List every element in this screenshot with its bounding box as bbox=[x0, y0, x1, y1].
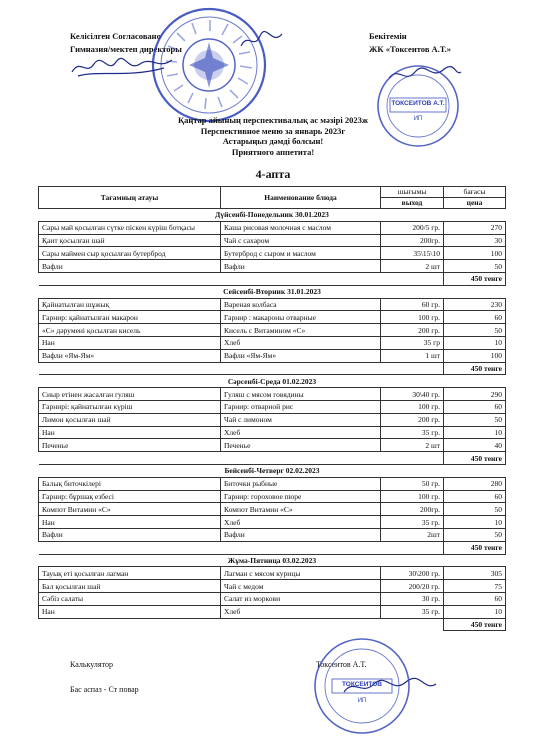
dish-name-ru: Салат из моркови bbox=[221, 592, 381, 605]
dish-price: 100 bbox=[444, 247, 506, 260]
col-header-out-kz: шығымы bbox=[381, 187, 444, 198]
approver-name: ЖК «Токсеитов А.Т.» bbox=[369, 44, 451, 54]
table-row bbox=[39, 234, 506, 247]
dish-yield: 200/20 гр. bbox=[381, 580, 444, 593]
dish-price: 60 bbox=[444, 490, 506, 503]
dish-yield: 200/5 гр. bbox=[381, 221, 444, 234]
total-spacer bbox=[39, 541, 444, 554]
table-row bbox=[39, 298, 506, 311]
calculator-name: Токсеитов А.Т. bbox=[316, 660, 367, 669]
wish-kz: Астарыңыз дәмді болсын! bbox=[222, 136, 324, 146]
dish-price: 30 bbox=[444, 234, 506, 247]
approval-label: Келісілген Согласовано bbox=[70, 31, 161, 41]
dish-yield: 35 гр bbox=[381, 336, 444, 349]
dish-name-ru: Каша рисовая молочная с маслом bbox=[221, 221, 381, 234]
day-total-row bbox=[39, 272, 506, 285]
col-header-ru: Наименование блюда bbox=[221, 187, 381, 209]
day-title: Дүйсенбі-Понедельник 30.01.2023 bbox=[39, 209, 506, 222]
dish-name-ru: Бутерброд с сыром и маслом bbox=[221, 247, 381, 260]
approval-block-right bbox=[369, 30, 451, 56]
table-row bbox=[39, 260, 506, 273]
day-total-row bbox=[39, 452, 506, 465]
dish-name-kz: Нан bbox=[39, 426, 221, 439]
dish-name-ru: Лагман с мясом курицы bbox=[221, 567, 381, 580]
dish-price: 50 bbox=[444, 528, 506, 541]
week-number: 4-апта bbox=[255, 167, 291, 181]
dish-price: 10 bbox=[444, 336, 506, 349]
dish-price: 40 bbox=[444, 439, 506, 452]
day-header-row bbox=[39, 464, 506, 477]
dish-name-ru: Вафли bbox=[221, 260, 381, 273]
total-spacer bbox=[39, 618, 444, 631]
dish-name-ru: Хлеб bbox=[221, 516, 381, 529]
dish-name-ru: Компот Витамин «С» bbox=[221, 503, 381, 516]
dish-name-ru: Чай с сахаром bbox=[221, 234, 381, 247]
dish-name-kz: Балық биточкілері bbox=[39, 477, 221, 490]
dish-name-kz: Сары май қосылған сүтке піскен күріш ботқасы bbox=[39, 221, 221, 234]
day-title: Бейсенбі-Четверг 02.02.2023 bbox=[39, 464, 506, 477]
day-total-price: 450 тенге bbox=[444, 452, 506, 465]
dish-price: 50 bbox=[444, 324, 506, 337]
dish-name-kz: Бал қосылған шай bbox=[39, 580, 221, 593]
table-row bbox=[39, 592, 506, 605]
director-signature bbox=[68, 52, 178, 82]
footer-stamp-name: ТОКСЕИТОВ bbox=[341, 681, 382, 688]
dish-yield: 50 гр. bbox=[381, 477, 444, 490]
table-row bbox=[39, 439, 506, 452]
table-row bbox=[39, 324, 506, 337]
dish-price: 10 bbox=[444, 426, 506, 439]
dish-name-kz: Қайнатылған шұжық bbox=[39, 298, 221, 311]
table-row bbox=[39, 221, 506, 234]
dish-name-ru: Вафли «Ям-Ям» bbox=[221, 349, 381, 362]
dish-yield: 100 гр. bbox=[381, 490, 444, 503]
dish-name-kz: Гарнир: бұршақ езбесі bbox=[39, 490, 221, 503]
total-spacer bbox=[39, 272, 444, 285]
table-row bbox=[39, 400, 506, 413]
dish-name-kz: Нан bbox=[39, 516, 221, 529]
col-header-price-kz: бағасы bbox=[444, 187, 506, 198]
dish-name-ru: Гарнир: гороховое пюре bbox=[221, 490, 381, 503]
day-title: Сәрсенбі-Среда 01.02.2023 bbox=[39, 375, 506, 388]
dish-price: 60 bbox=[444, 400, 506, 413]
dish-name-kz: Нан bbox=[39, 605, 221, 618]
dish-price: 290 bbox=[444, 388, 506, 401]
table-header-row-1 bbox=[39, 187, 506, 198]
table-row bbox=[39, 311, 506, 324]
dish-yield: 200гр. bbox=[381, 503, 444, 516]
dish-yield: 100 гр. bbox=[381, 311, 444, 324]
day-total-price: 450 тенге bbox=[444, 362, 506, 375]
day-total-row bbox=[39, 618, 506, 631]
dish-name-ru: Вареная колбаса bbox=[221, 298, 381, 311]
day-total-row bbox=[39, 362, 506, 375]
calculator-label: Калькулятор bbox=[70, 660, 113, 669]
day-header-row bbox=[39, 375, 506, 388]
stamp-ip-text: ИП bbox=[413, 116, 423, 122]
dish-price: 10 bbox=[444, 516, 506, 529]
dish-yield: 2 шт bbox=[381, 260, 444, 273]
dish-yield: 35 гр. bbox=[381, 516, 444, 529]
dish-name-ru: Гуляш с мясом говядины bbox=[221, 388, 381, 401]
dish-yield: 100 гр. bbox=[381, 400, 444, 413]
chief-cook-label: Бас аспаз - Ст повар bbox=[70, 685, 139, 694]
dish-price: 50 bbox=[444, 260, 506, 273]
dish-yield: 30 гр. bbox=[381, 592, 444, 605]
table-row bbox=[39, 388, 506, 401]
dish-price: 280 bbox=[444, 477, 506, 490]
dish-name-kz: «С» дәруменi қосылған кисель bbox=[39, 324, 221, 337]
dish-name-ru: Чай с лимоном bbox=[221, 413, 381, 426]
table-row bbox=[39, 580, 506, 593]
dish-name-ru: Гарнир: отварной рис bbox=[221, 400, 381, 413]
dish-name-ru: Кисель с Витамином «С» bbox=[221, 324, 381, 337]
stamp-name-text: ТОКСЕИТОВ А.Т. bbox=[391, 100, 445, 107]
dish-name-kz: Сары маймен сыр қосылған бутерброд bbox=[39, 247, 221, 260]
table-row bbox=[39, 336, 506, 349]
dish-price: 60 bbox=[444, 592, 506, 605]
dish-name-ru: Хлеб bbox=[221, 336, 381, 349]
dish-yield: 30\40 гр. bbox=[381, 388, 444, 401]
dish-yield: 2 шт bbox=[381, 439, 444, 452]
table-row bbox=[39, 349, 506, 362]
day-header-row bbox=[39, 209, 506, 222]
dish-yield: 2шт bbox=[381, 528, 444, 541]
day-total-row bbox=[39, 541, 506, 554]
dish-yield: 35 гр. bbox=[381, 426, 444, 439]
dish-yield: 1 шт bbox=[381, 349, 444, 362]
dish-price: 50 bbox=[444, 503, 506, 516]
day-total-price: 450 тенге bbox=[444, 272, 506, 285]
table-row bbox=[39, 567, 506, 580]
dish-yield: 200гр. bbox=[381, 234, 444, 247]
dish-yield: 35 гр. bbox=[381, 605, 444, 618]
dish-name-kz: Гарнирі: қайнатылған күріш bbox=[39, 400, 221, 413]
dish-price: 10 bbox=[444, 605, 506, 618]
dish-price: 270 bbox=[444, 221, 506, 234]
title-ru: Перспективное меню за январь 2023г bbox=[200, 125, 346, 136]
dish-name-ru: Хлеб bbox=[221, 605, 381, 618]
day-header-row bbox=[39, 285, 506, 298]
dish-name-ru: Хлеб bbox=[221, 426, 381, 439]
dish-name-kz: Қант қосылған шай bbox=[39, 234, 221, 247]
approval-role: Гимназия/мектеп директоры bbox=[70, 44, 182, 54]
menu-table bbox=[38, 186, 506, 631]
dish-price: 305 bbox=[444, 567, 506, 580]
dish-name-kz: Компот Витамин «С» bbox=[39, 503, 221, 516]
table-row bbox=[39, 426, 506, 439]
dish-price: 60 bbox=[444, 311, 506, 324]
director-signature-2 bbox=[238, 28, 286, 54]
dish-name-ru: Чай с медом bbox=[221, 580, 381, 593]
dish-yield: 200 гр. bbox=[381, 413, 444, 426]
day-header-row bbox=[39, 554, 506, 567]
dish-name-ru: Печенье bbox=[221, 439, 381, 452]
dish-price: 50 bbox=[444, 413, 506, 426]
table-row bbox=[39, 605, 506, 618]
dish-yield: 30\200 гр. bbox=[381, 567, 444, 580]
dish-name-kz: Вафли bbox=[39, 260, 221, 273]
col-header-kz: Тағамның атауы bbox=[39, 187, 221, 209]
approved-label: Бекітемін bbox=[369, 31, 407, 41]
dish-yield: 35\15\10 bbox=[381, 247, 444, 260]
table-row bbox=[39, 528, 506, 541]
dish-name-kz: Сәбіз салаты bbox=[39, 592, 221, 605]
dish-name-kz: Гарнир: қайнатылған макарон bbox=[39, 311, 221, 324]
dish-price: 100 bbox=[444, 349, 506, 362]
total-spacer bbox=[39, 362, 444, 375]
dish-name-kz: Сиыр етінен жасалған гуляш bbox=[39, 388, 221, 401]
table-row bbox=[39, 490, 506, 503]
dish-name-ru: Вафли bbox=[221, 528, 381, 541]
table-row bbox=[39, 413, 506, 426]
total-spacer bbox=[39, 452, 444, 465]
day-title: Сейсенбі-Вторник 31.01.2023 bbox=[39, 285, 506, 298]
dish-price: 230 bbox=[444, 298, 506, 311]
dish-name-kz: Вафли «Ям-Ям» bbox=[39, 349, 221, 362]
day-total-price: 450 тенге bbox=[444, 618, 506, 631]
footer-stamp-ip: ИП bbox=[357, 698, 367, 704]
dish-yield: 60 гр. bbox=[381, 298, 444, 311]
footer-round-stamp bbox=[312, 636, 412, 736]
wish-ru: Приятного аппетита! bbox=[231, 146, 315, 157]
col-header-out-ru: выход bbox=[381, 198, 444, 209]
dish-yield: 200 гр. bbox=[381, 324, 444, 337]
menu-titles bbox=[0, 115, 546, 157]
day-title: Жұма-Пятница 03.02.2023 bbox=[39, 554, 506, 567]
table-row bbox=[39, 503, 506, 516]
dish-price: 75 bbox=[444, 580, 506, 593]
table-row bbox=[39, 477, 506, 490]
title-kz: Қаңтар айының перспективалық ас мәзірі 2023ж bbox=[177, 115, 369, 125]
table-row bbox=[39, 516, 506, 529]
col-header-price-ru: цена bbox=[444, 198, 506, 209]
day-total-price: 450 тенге bbox=[444, 541, 506, 554]
table-row bbox=[39, 247, 506, 260]
dish-name-ru: Биточки рыбные bbox=[221, 477, 381, 490]
dish-name-kz: Нан bbox=[39, 336, 221, 349]
dish-name-kz: Вафли bbox=[39, 528, 221, 541]
dish-name-kz: Лимон қосылған шай bbox=[39, 413, 221, 426]
dish-name-kz: Печенье bbox=[39, 439, 221, 452]
dish-name-kz: Тауық еті қосылған лагман bbox=[39, 567, 221, 580]
dish-name-ru: Гарнир : макароны отварные bbox=[221, 311, 381, 324]
